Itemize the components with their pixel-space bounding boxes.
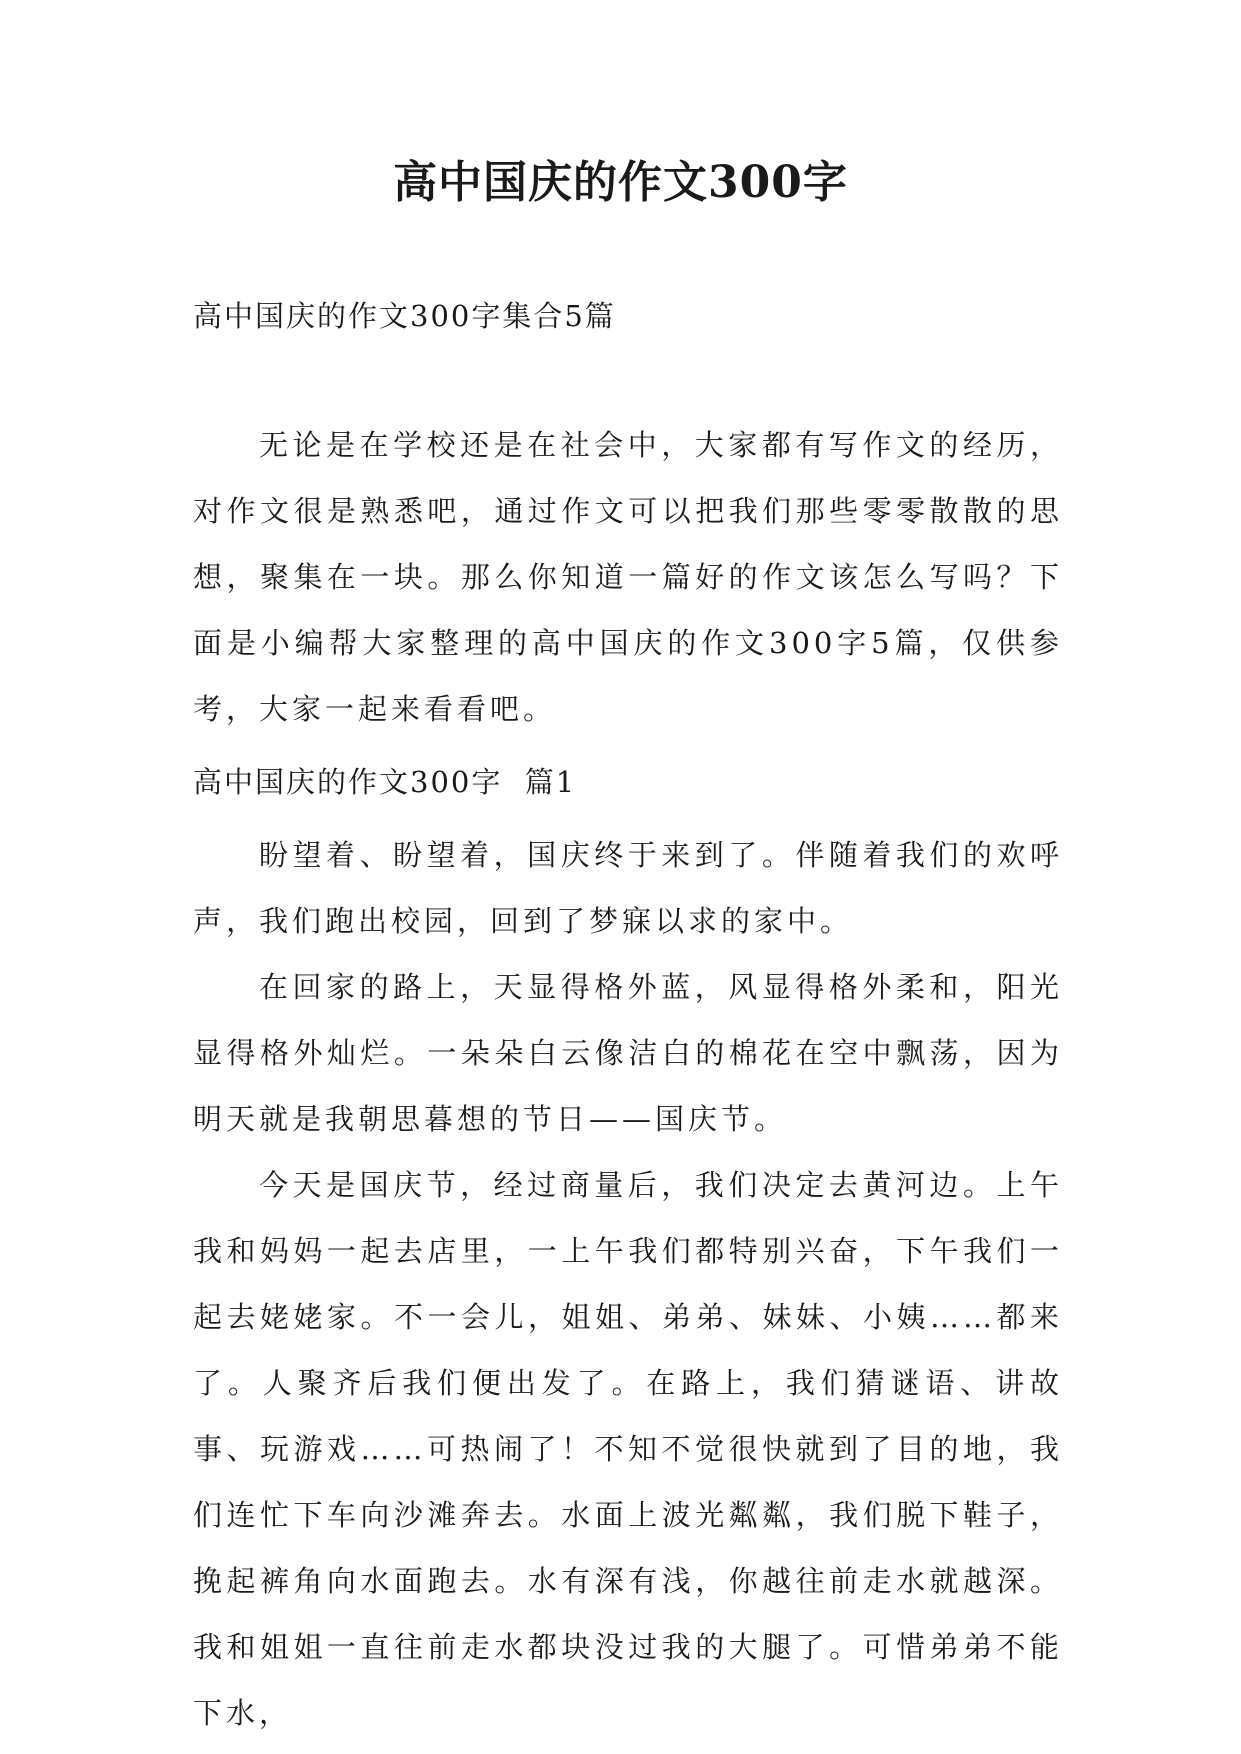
intro-paragraph: 无论是在学校还是在社会中，大家都有写作文的经历，对作文很是熟悉吧，通过作文可以把我们那些零零散散的思想，聚集在一块。那么你知道一篇好的作文该怎么写吗？下面是小编帮大家整理的高中国庆的作文300字5篇，仅供参考，大家一起来看看吧。 <box>193 428 1063 726</box>
section-heading-1: 高中国庆的作文300字 篇1 <box>193 765 577 799</box>
body-paragraph: 在回家的路上，天显得格外蓝，风显得格外柔和，阳光显得格外灿烂。一朵朵白云像洁白的棉花在空中飘荡，因为明天就是我朝思暮想的节日——国庆节。 <box>193 970 1063 1136</box>
section-body-1 <box>193 822 1063 1746</box>
document-subtitle: 高中国庆的作文300字集合5篇 <box>193 299 616 333</box>
body-paragraph: 今天是国庆节，经过商量后，我们决定去黄河边。上午我和妈妈一起去店里，一上午我们都特别兴奋，下午我们一起去姥姥家。不一会儿，姐姐、弟弟、妹妹、小姨……都来了。人聚齐后我们便出发了。在路上，我们猜谜语、讲故事、玩游戏……可热闹了！不知不觉很快就到了目的地，我们连忙下车向沙滩奔去。水面上波光粼粼，我们脱下鞋子，挽起裤角向水面跑去。水有深有浅，你越往前走水就越深。我和姐姐一直往前走水都块没过我的大腿了。可惜弟弟不能下水， <box>193 1168 1063 1730</box>
body-paragraph: 盼望着、盼望着，国庆终于来到了。伴随着我们的欢呼声，我们跑出校园，回到了梦寐以求的家中。 <box>193 838 1063 938</box>
document-title: 高中国庆的作文300字 <box>393 157 848 208</box>
